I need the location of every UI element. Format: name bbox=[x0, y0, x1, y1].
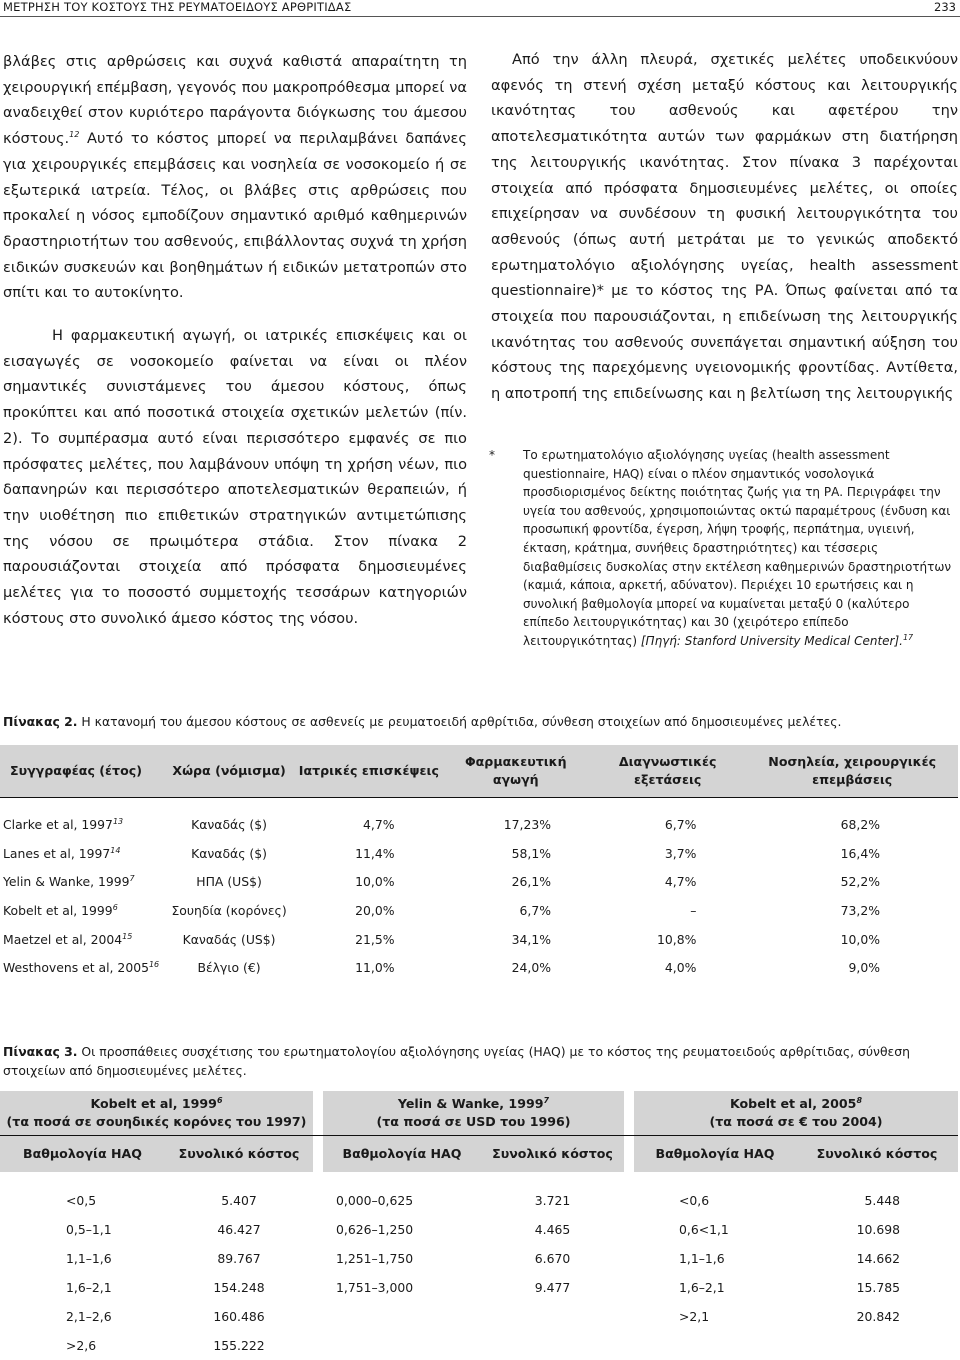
table-row: Lanes et al, 1997$^{14}$ Καναδάς ($) 11,4% 58,1% 3,7% 16,4% bbox=[3, 845, 880, 861]
table-row: 1,6–2,1 154.248 1,751–3,000 9.477 1,6–2,1 15.785 bbox=[66, 1280, 900, 1295]
group-header: Kobelt et al, 1999$^6$ (τα ποσά σε σουηδικές κορόνες του 1997) bbox=[0, 1091, 313, 1136]
table-row: 1,1–1,6 89.767 1,251–1,750 6.670 1,1–1,6 14.662 bbox=[66, 1251, 900, 1266]
table-row: Yelin & Wanke, 1999$^7$ ΗΠΑ (US$) 10,0% 26,1% 4,7% 52,2% bbox=[3, 874, 880, 890]
group-header: Yelin & Wanke, 1999$^7$ (τα ποσά σε USD του 1996) bbox=[323, 1091, 624, 1136]
footnote-marker: * bbox=[489, 448, 495, 462]
citation: 17 bbox=[902, 632, 914, 642]
left-column bbox=[3, 49, 467, 631]
running-title: ΜΕΤΡΗΣΗ ΤΟΥ ΚΟΣΤΟΥΣ ΤΗΣ ΡΕΥΜΑΤΟΕΙΔΟΥΣ ΑΡΘΡΙΤΙΔΑΣ bbox=[3, 0, 352, 14]
col-header: Φαρμακευτική αγωγή bbox=[443, 745, 590, 798]
table-2 bbox=[0, 745, 958, 982]
table-row: >2,6 155.222 bbox=[66, 1338, 265, 1353]
right-column bbox=[491, 47, 958, 407]
col-header: Χώρα (νόμισμα) bbox=[163, 745, 295, 798]
col-header: Ιατρικές επισκέψεις bbox=[295, 745, 442, 798]
table-row: Kobelt et al, 1999$^6$ Σουηδία (κορόνες) 20,0% 6,7% – 73,2% bbox=[3, 902, 880, 918]
col-header: Συνολικό κόστος bbox=[481, 1136, 624, 1173]
col-header: Νοσηλεία, χειρουργικές επεμβάσεις bbox=[746, 745, 958, 798]
group-header: Kobelt et al, 2005$^8$ (τα ποσά σε € του 2004) bbox=[634, 1091, 958, 1136]
table-row: 2,1–2,6 160.486 >2,1 20.842 bbox=[66, 1309, 900, 1324]
page-number: 233 bbox=[934, 0, 956, 14]
col-header: Διαγνωστικές εξετάσεις bbox=[589, 745, 746, 798]
table-row: 0,5–1,1 46.427 0,626–1,250 4.465 0,6<1,1 10.698 bbox=[66, 1222, 900, 1237]
table-row: Clarke et al, 1997$^{13}$ Καναδάς ($) 4,7% 17,23% 6,7% 68,2% bbox=[3, 816, 880, 832]
footnote-text: Το ερωτηματολόγιο αξιολόγησης υγείας (health assessment questionnaire, HAQ) είναι ο πλέον σημαντικός νοσολογικά προσδιορισμένος δείκτης ποιότητας ζωής για τη ΡΑ. Περιγράφει την υγεία του ασθενούς, χρησιμοποιώντας οκτώ παραμέτρους (ένδυση και προσωπική φροντίδα, έγερση, λήψη τροφής, περπάτημα, υγιεινή, έκταση, κράτημα, συνήθεις δραστηριότητες) και τέσσερις διαβαθμίσεις δυσκολίας στην εκτέλεση καθημερινών δραστηριοτήτων (καμιά, κάποια, αρκετή, αδύνατον). Περιέχει 10 ερωτήσεις και η συνολική βαθμολογία μπορεί να κυμαίνεται μεταξύ 0 (καλύτερο επίπεδο λειτουργικότητας) και 30 (χειρότερο επίπεδο λειτουργικότητας) [Πηγή: Stanford University Medical Center].$^{17}$ bbox=[523, 448, 952, 648]
citation: 12 bbox=[69, 130, 80, 140]
table-group-header-row bbox=[0, 1091, 958, 1136]
table-3-caption: Πίνακας 3. Οι προσπάθειες συσχέτισης του ερωτηματολογίου αξιολόγησης υγείας (HAQ) με το κόστος της ρευματοειδούς αρθρίτιδας, σύνθεση στοιχείων από δημοσιευμένες μελέτες. bbox=[3, 1044, 910, 1078]
col-header: Βαθμολογία HAQ bbox=[0, 1136, 165, 1173]
header-rule bbox=[0, 16, 960, 17]
table-row: Westhovens et al, 2005$^{16}$ Βέλγιο (€) 11,0% 24,0% 4,0% 9,0% bbox=[3, 960, 880, 976]
col-header: Συνολικό κόστος bbox=[165, 1136, 313, 1173]
table-row: <0,5 5.407 0,000–0,625 3.721 <0,6 5.448 bbox=[66, 1193, 900, 1208]
left-paragraph-1: βλάβες στις αρθρώσεις και συχνά καθιστά απαραίτητη τη χειρουργική επέμβαση, γεγονός που μακροπρόθεσμα μπορεί να αναδειχθεί στον κυριότερο παράγοντα διόγκωσης του άμεσου κόστους.$^{12}$ Αυτό το κόστος μπορεί να περιλαμβάνει δαπάνες για χειρουργικές επεμβάσεις και νοσηλεία σε νοσοκομείο ή σε εξωτερικά ιατρεία. Τέλος, οι βλάβες στις αρθρώσεις που προκαλεί η νόσος εμποδίζουν σημαντικό αριθμό καθημερινών δραστηριοτήτων του ασθενούς, επιβάλλοντας συχνά τη χρήση ειδικών συσκευών και βοηθημάτων ή ειδικών μετατροπών στο σπίτι και το αυτοκίνητο. bbox=[3, 53, 467, 302]
left-paragraph-2: Η φαρμακευτική αγωγή, οι ιατρικές επισκέψεις και οι εισαγωγές σε νοσοκομείο φαίνεται να είναι οι πλέον σημαντικές συνιστάμενες του άμεσου κόστους, όπως προκύπτει και από ποσοτικά στοιχεία σχετικών μελετών (πίν. 2). Το συμπέρασμα αυτό είναι περισσότερο εμφανές σε πιο πρόσφατες μελέτες, που λαμβάνουν υπόψη τη χρήση νέων, πιο δαπανηρών και περισσότερο αποτελεσματικών θεραπειών, ή την υιοθέτηση πιο επιθετικών στρατηγικών αντιμετώπισης της νόσου σε πρωιμότερα στάδια. Στον πίνακα 2 παρουσιάζονται στοιχεία από πρόσφατα δημοσιευμένες μελέτες για το ποσοστό συμμετοχής τεσσάρων κατηγοριών κόστους στο συνολικό άμεσο κόστος της νόσου. bbox=[3, 327, 467, 627]
col-header: Συνολικό κόστος bbox=[796, 1136, 958, 1173]
col-header: Βαθμολογία HAQ bbox=[634, 1136, 796, 1173]
table-header-row bbox=[0, 745, 958, 798]
table-2-caption: Πίνακας 2. Η κατανομή του άμεσου κόστους σε ασθενείς με ρευματοειδή αρθρίτιδα, σύνθεση στοιχείων από δημοσιευμένες μελέτες. bbox=[3, 714, 842, 729]
table-header-row bbox=[0, 1136, 958, 1173]
right-paragraph-1: Από την άλλη πλευρά, σχετικές μελέτες υποδεικνύουν αφενός τη στενή σχέση μεταξύ κόστους και λειτουργικής ικανότητας του ασθενούς και αφετέρου την αποτελεσματικότητα αυτών των φαρμάκων στη διατήρηση της λειτουργικής ικανότητας. Στον πίνακα 3 παρέχονται στοιχεία από πρόσφατα δημοσιευμένες μελέτες, οι οποίες επιχείρησαν να συνδέσουν τη φυσική λειτουργικότητα του ασθενούς (όπως αυτή μετράται με το γενικώς αποδεκτό ερωτηματολόγιο αξιολόγησης υγείας, health assessment questionnaire)* με το κόστος της ΡΑ. Όπως φαίνεται από τα στοιχεία που παρουσιάζονται, η επιδείνωση της λειτουργικής ικανότητας του ασθενούς συνεπάγεται σημαντική αύξηση του κόστους της παρεχόμενης υγειονομικής φροντίδας. Αντίθετα, η αποτροπή της επιδείνωσης και η βελτίωση της λειτουργικής bbox=[491, 51, 958, 403]
footnote-source: [Πηγή: Stanford University Medical Center]. bbox=[640, 633, 903, 648]
col-header: Βαθμολογία HAQ bbox=[323, 1136, 481, 1173]
page-header bbox=[0, 0, 960, 16]
footnote bbox=[489, 446, 959, 651]
table-row: Maetzel et al, 2004$^{15}$ Καναδάς (US$) 21,5% 34,1% 10,8% 10,0% bbox=[3, 931, 880, 947]
table-3 bbox=[0, 1091, 958, 1360]
col-header: Συγγραφέας (έτος) bbox=[0, 745, 163, 798]
